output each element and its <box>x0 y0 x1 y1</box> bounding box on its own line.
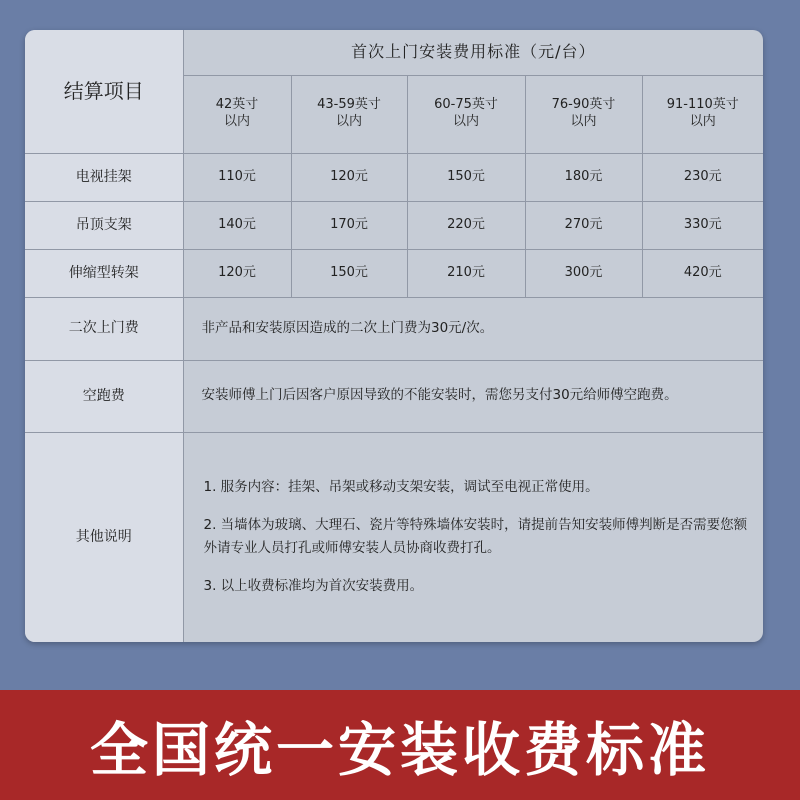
table-row <box>25 201 763 249</box>
size-column-header: 43-59英寸 以内 <box>291 75 407 153</box>
note-item: 3. 以上收费标准均为首次安装费用。 <box>203 577 424 594</box>
empty-trip-label: 空跑费 <box>25 360 183 432</box>
size-column-header: 76-90英寸 以内 <box>525 75 642 153</box>
banner-title: 全国统一安装收费标准 <box>89 716 710 784</box>
pricing-table <box>25 30 763 642</box>
price-cell: 180元 <box>525 153 642 201</box>
table-row <box>25 249 763 297</box>
empty-trip-text: 安装师傅上门后因客户原因导致的不能安装时，需您另支付30元给师傅空跑费。 <box>183 360 763 432</box>
size-column-header: 91-110英寸 以内 <box>642 75 763 153</box>
price-cell: 300元 <box>525 249 642 297</box>
banner <box>0 690 800 800</box>
size-column-header: 60-75英寸 以内 <box>407 75 525 153</box>
note-item: 1. 服务内容：挂架、吊架或移动支架安装，调试至电视正常使用。 <box>203 479 599 495</box>
table-row <box>25 153 763 201</box>
table-row <box>25 360 763 432</box>
price-cell: 110元 <box>183 153 291 201</box>
note-item: 2. 当墙体为玻璃、大理石、瓷片等特殊墙体安装时，请提前告知安装师傅判断是否需要您额外请专业人员打孔或师傅安装人员协商收费打孔。 <box>203 516 748 557</box>
pricing-card <box>25 30 763 642</box>
price-cell: 120元 <box>183 249 291 297</box>
price-cell: 230元 <box>642 153 763 201</box>
price-cell: 150元 <box>291 249 407 297</box>
row-label: 电视挂架 <box>25 153 183 201</box>
price-cell: 150元 <box>407 153 525 201</box>
price-cell: 120元 <box>291 153 407 201</box>
table-row <box>25 432 763 642</box>
row-label: 伸缩型转架 <box>25 249 183 297</box>
price-cell: 220元 <box>407 201 525 249</box>
other-notes <box>183 432 763 642</box>
second-visit-label: 二次上门费 <box>25 297 183 360</box>
price-cell: 420元 <box>642 249 763 297</box>
price-cell: 330元 <box>642 201 763 249</box>
second-visit-text: 非产品和安装原因造成的二次上门费为30元/次。 <box>183 297 763 360</box>
size-column-header: 42英寸 以内 <box>183 75 291 153</box>
price-cell: 270元 <box>525 201 642 249</box>
price-cell: 140元 <box>183 201 291 249</box>
row-label: 吊顶支架 <box>25 201 183 249</box>
price-cell: 210元 <box>407 249 525 297</box>
price-header: 首次上门安装费用标准（元/台） <box>183 30 763 75</box>
other-notes-label: 其他说明 <box>25 432 183 642</box>
price-cell: 170元 <box>291 201 407 249</box>
table-row <box>25 297 763 360</box>
item-header: 结算项目 <box>25 30 183 153</box>
